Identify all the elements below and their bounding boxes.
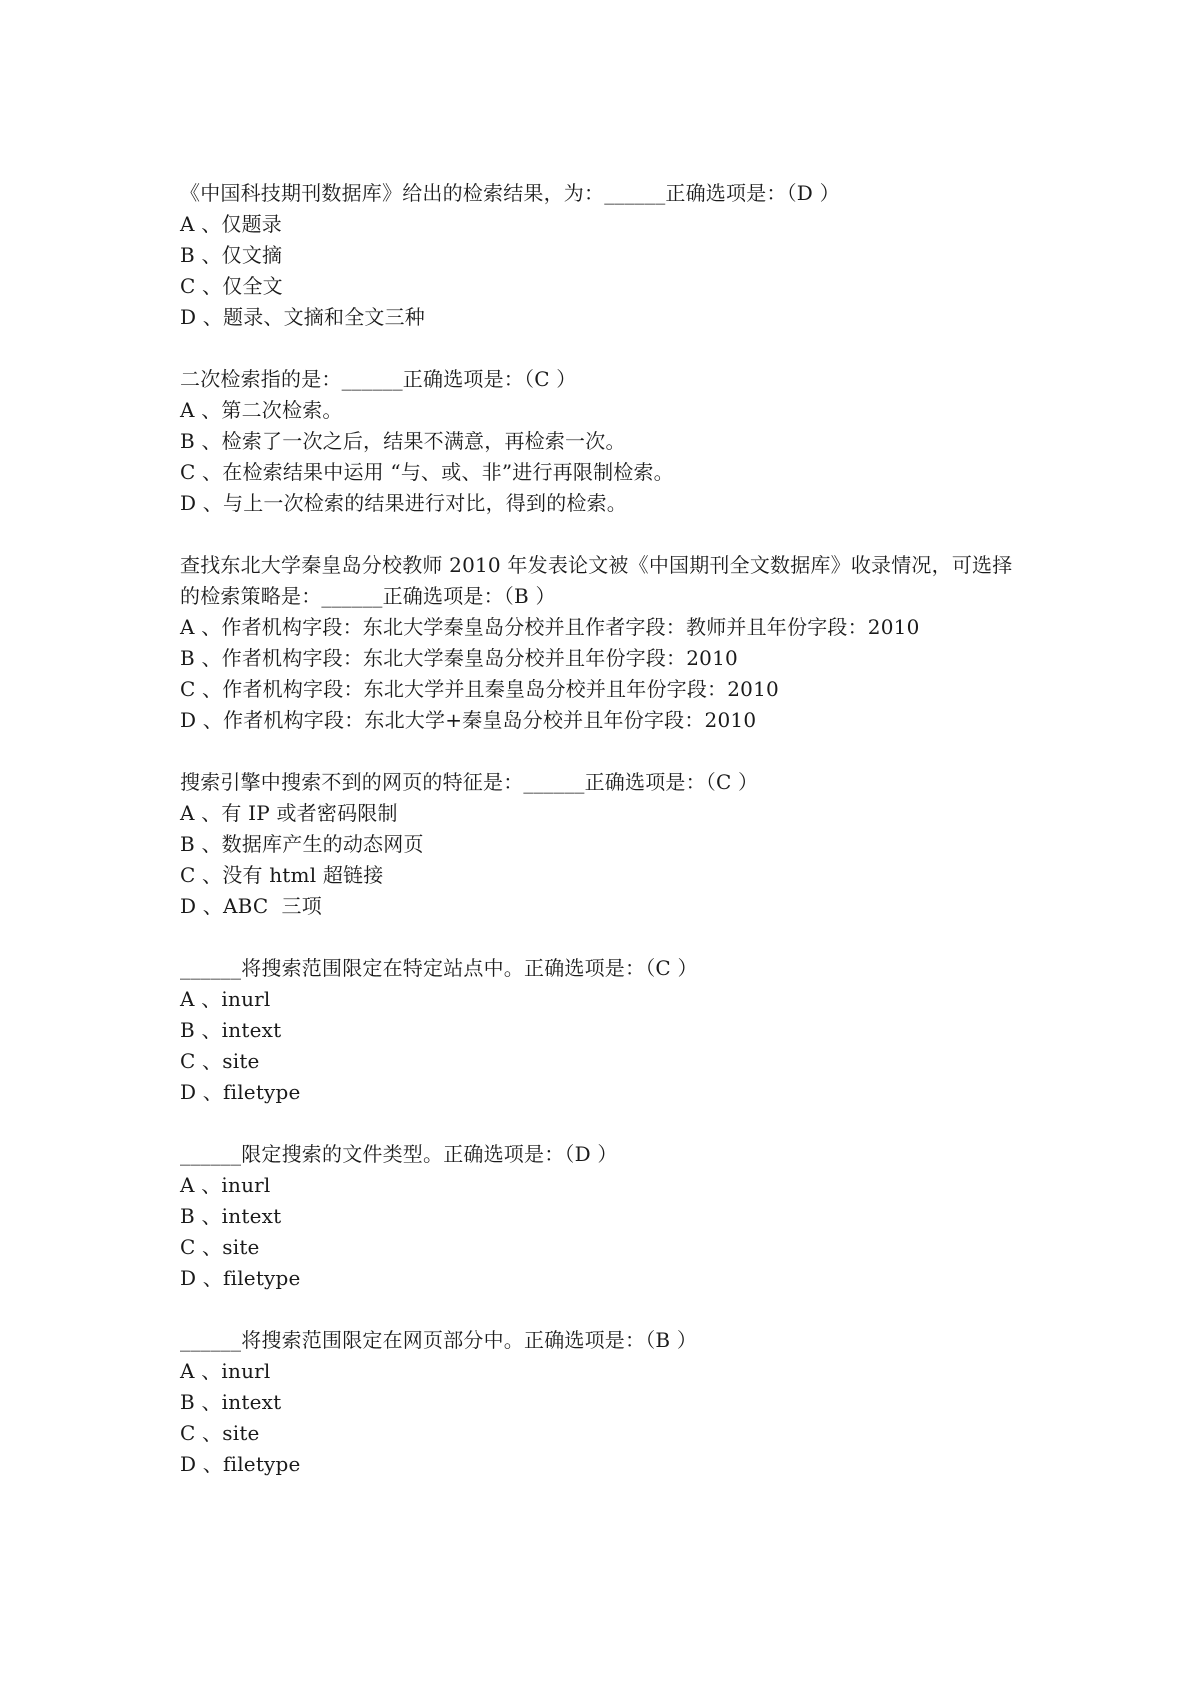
- question-1: [180, 178, 1020, 333]
- option-b: B 、intext: [180, 1390, 282, 1414]
- option-d: D 、题录、文摘和全文三种: [180, 305, 425, 329]
- option-d: D 、ABC 三项: [180, 894, 322, 918]
- option-d: D 、与上一次检索的结果进行对比，得到的检索。: [180, 491, 627, 515]
- question-2: [180, 364, 1020, 519]
- option-d: D 、filetype: [180, 1080, 301, 1104]
- option-b: B 、仅文摘: [180, 243, 283, 267]
- question-4: [180, 767, 1020, 922]
- question-5: [180, 953, 1020, 1108]
- option-c: C 、site: [180, 1049, 260, 1073]
- option-c: C 、没有 html 超链接: [180, 863, 384, 887]
- question-text: ______限定搜索的文件类型。正确选项是：（D ）: [180, 1142, 618, 1166]
- option-b: B 、数据库产生的动态网页: [180, 832, 424, 856]
- option-a: A 、作者机构字段：东北大学秦皇岛分校并且作者字段：教师并且年份字段：2010: [180, 615, 920, 639]
- option-b: B 、检索了一次之后，结果不满意，再检索一次。: [180, 429, 626, 453]
- question-text: 查找东北大学秦皇岛分校教师 2010 年发表论文被《中国期刊全文数据库》收录情况，可选择的检索策略是：______正确选项是：（B ）: [180, 553, 1013, 608]
- option-c: C 、site: [180, 1421, 260, 1445]
- option-a: A 、第二次检索。: [180, 398, 343, 422]
- option-a: A 、仅题录: [180, 212, 283, 236]
- option-a: A 、inurl: [180, 1359, 271, 1383]
- question-7: [180, 1325, 1020, 1480]
- option-c: C 、site: [180, 1235, 260, 1259]
- option-a: A 、inurl: [180, 987, 271, 1011]
- question-text: ______将搜索范围限定在特定站点中。正确选项是：（C ）: [180, 956, 698, 980]
- option-a: A 、有 IP 或者密码限制: [180, 801, 398, 825]
- question-text: ______将搜索范围限定在网页部分中。正确选项是：（B ）: [180, 1328, 698, 1352]
- document-page: [180, 178, 1020, 1511]
- option-d: D 、filetype: [180, 1266, 301, 1290]
- option-b: B 、作者机构字段：东北大学秦皇岛分校并且年份字段：2010: [180, 646, 738, 670]
- question-text: 搜索引擎中搜索不到的网页的特征是：______正确选项是：（C ）: [180, 770, 759, 794]
- option-a: A 、inurl: [180, 1173, 271, 1197]
- question-6: [180, 1139, 1020, 1294]
- option-c: C 、仅全文: [180, 274, 283, 298]
- option-d: D 、filetype: [180, 1452, 301, 1476]
- option-d: D 、作者机构字段：东北大学+秦皇岛分校并且年份字段：2010: [180, 708, 757, 732]
- option-c: C 、在检索结果中运用 “与、或、非”进行再限制检索。: [180, 460, 674, 484]
- option-c: C 、作者机构字段：东北大学并且秦皇岛分校并且年份字段：2010: [180, 677, 779, 701]
- option-b: B 、intext: [180, 1204, 282, 1228]
- question-text: 《中国科技期刊数据库》给出的检索结果，为：______正确选项是：（D ）: [180, 181, 840, 205]
- question-text: 二次检索指的是：______正确选项是：（C ）: [180, 367, 577, 391]
- question-3: [180, 550, 1020, 736]
- option-b: B 、intext: [180, 1018, 282, 1042]
